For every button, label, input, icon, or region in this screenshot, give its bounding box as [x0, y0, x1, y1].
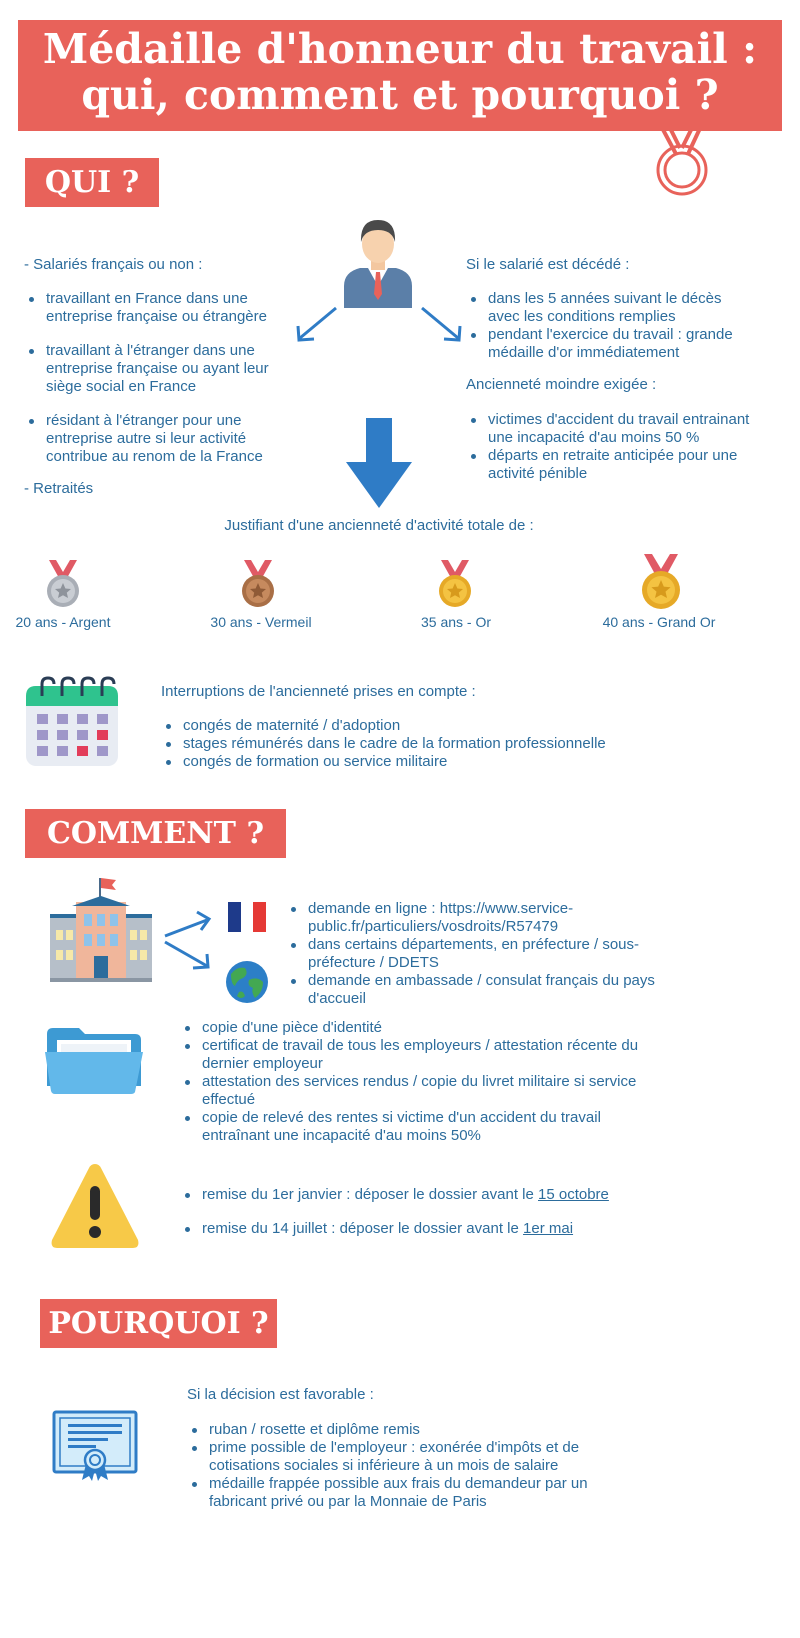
section-tag-comment: COMMENT ?	[25, 809, 286, 858]
section-tag-qui: QUI ?	[25, 158, 159, 207]
list-item: dans certains départements, en préfecture / sous-préfecture / DDETS	[286, 936, 656, 972]
remise-2-date: 1er mai	[523, 1220, 574, 1237]
person-icon	[340, 216, 416, 308]
list-item: demande en ligne : https://www.service-public.fr/particuliers/vosdroits/R57479	[286, 900, 656, 936]
list-item	[180, 1186, 740, 1204]
list-item	[180, 1220, 740, 1238]
list-item: demande en ambassade / consulat français du pays d'accueil	[286, 972, 656, 1008]
arrow-left-down-icon	[294, 304, 340, 344]
medal-label-vermeil: 30 ans - Vermeil	[210, 614, 312, 630]
list-item: copie d'une pièce d'identité	[180, 1019, 660, 1037]
list-item: départs en retraite anticipée pour une activité pénible	[466, 447, 756, 483]
qui-left-list	[24, 290, 284, 466]
arrows-branch-icon	[161, 906, 215, 974]
list-item: travaillant à l'étranger dans une entreprise française ou ayant leur siège social en France	[24, 342, 284, 396]
interruptions-list	[161, 717, 721, 771]
list-item: dans les 5 années suivant le décès avec les conditions remplies	[466, 290, 756, 326]
list-item: résidant à l'étranger pour une entreprise autre si leur activité contribue au renom de la France	[24, 412, 284, 466]
french-flag-icon	[228, 902, 266, 932]
qui-right-list-2	[466, 411, 756, 483]
page-title	[18, 26, 782, 118]
qui-left-intro: - Salariés français ou non :	[24, 256, 203, 273]
list-item: congés de maternité / d'adoption	[161, 717, 721, 735]
list-item: copie de relevé des rentes si victime d'un accident du travail entraînant une incapacité d'au moins 50%	[180, 1109, 660, 1145]
arrow-down-icon	[344, 418, 414, 510]
list-item: victimes d'accident du travail entrainant une incapacité d'au moins 50 %	[466, 411, 756, 447]
diploma-icon	[52, 1410, 138, 1482]
remise-1-date: 15 octobre	[538, 1186, 609, 1203]
list-item: congés de formation ou service militaire	[161, 753, 721, 771]
calendar-icon	[24, 676, 120, 768]
medal-decoration-icon	[640, 124, 720, 199]
remise-list	[180, 1186, 740, 1238]
medal-grand-gold-icon	[638, 554, 684, 610]
medal-label-or: 35 ans - Or	[420, 614, 492, 630]
medal-silver-icon	[43, 560, 83, 608]
list-item: stages rémunérés dans le cadre de la formation professionnelle	[161, 735, 721, 753]
list-item: certificat de travail de tous les employeurs / attestation récente du dernier employeur	[180, 1037, 660, 1073]
medal-label-argent: 20 ans - Argent	[15, 614, 111, 630]
folder-icon	[45, 1028, 143, 1094]
list-item: pendant l'exercice du travail : grande médaille d'or immédiatement	[466, 326, 756, 362]
medal-vermeil-icon	[238, 560, 278, 608]
pieces-list	[180, 1019, 660, 1145]
building-icon	[50, 876, 152, 982]
qui-justify-text: Justifiant d'une ancienneté d'activité totale de :	[224, 517, 534, 534]
warning-icon	[49, 1160, 141, 1252]
section-tag-pourquoi: POURQUOI ?	[40, 1299, 277, 1348]
list-item: médaille frappée possible aux frais du demandeur par un fabricant privé ou par la Monnaie de Paris	[187, 1475, 647, 1511]
interruptions-intro: Interruptions de l'ancienneté prises en compte :	[161, 683, 476, 700]
arrow-right-down-icon	[418, 304, 464, 344]
list-item: attestation des services rendus / copie du livret militaire si service effectué	[180, 1073, 660, 1109]
list-item: ruban / rosette et diplôme remis	[187, 1421, 647, 1439]
medal-gold-icon	[435, 560, 475, 608]
pourquoi-intro: Si la décision est favorable :	[187, 1386, 374, 1403]
qui-right-intro-1: Si le salarié est décédé :	[466, 256, 630, 273]
globe-icon	[225, 960, 269, 1004]
title-line-1: Médaille d'honneur du travail :	[42, 25, 758, 73]
list-item: prime possible de l'employeur : exonérée d'impôts et de cotisations sociales si inférieure à un mois de salaire	[187, 1439, 647, 1475]
qui-right-intro-2: Ancienneté moindre exigée :	[466, 376, 657, 393]
remise-1-text: remise du 1er janvier : déposer le dossier avant le	[202, 1186, 539, 1203]
demandes-list	[286, 900, 656, 1008]
remise-2-text: remise du 14 juillet : déposer le dossier avant le	[202, 1220, 524, 1237]
qui-right-list-1	[466, 290, 756, 362]
list-item: travaillant en France dans une entreprise française ou étrangère	[24, 290, 284, 326]
pourquoi-list	[187, 1421, 647, 1511]
qui-left-outro: - Retraités	[24, 480, 94, 497]
title-line-2: qui, comment et pourquoi ?	[81, 71, 719, 119]
medal-label-grand-or: 40 ans - Grand Or	[602, 614, 716, 630]
